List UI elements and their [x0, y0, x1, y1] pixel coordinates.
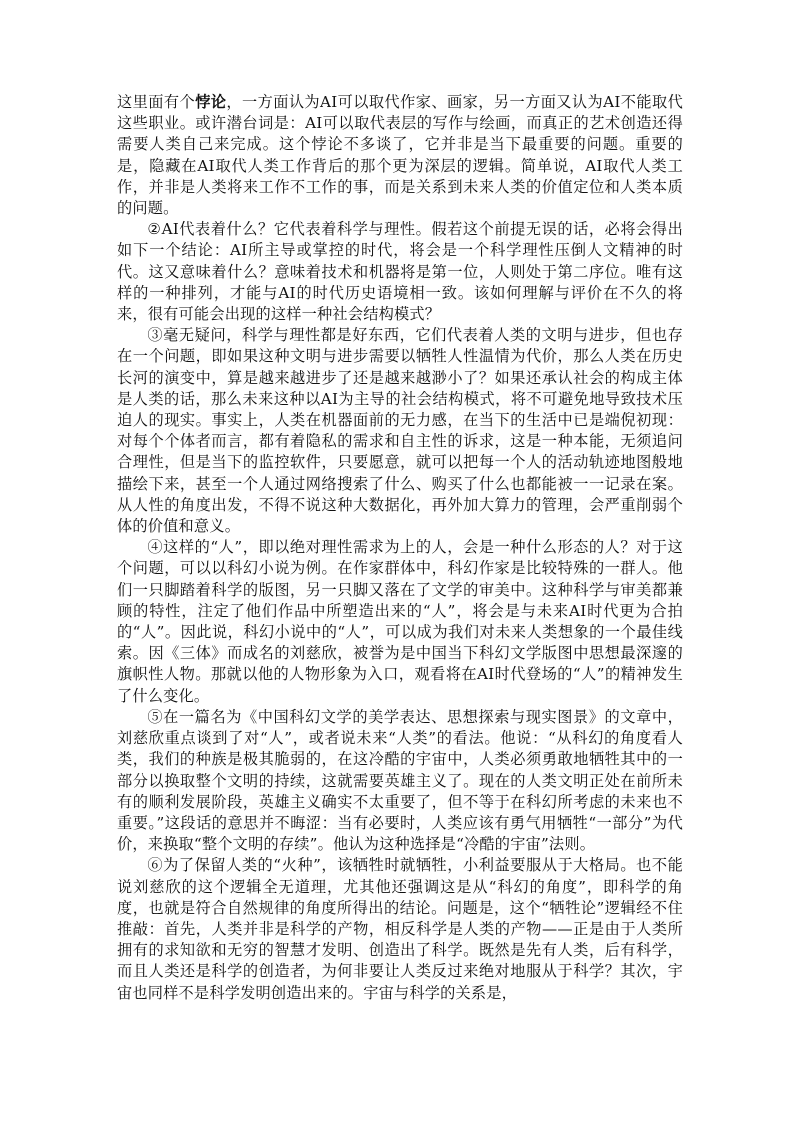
paragraph-p4: [117, 537, 683, 707]
paragraph-text: ③毫无疑问，科学与理性都是好东西，它们代表着人类的文明与进步，但也存在一个问题，即如果这种文明与进步需要以牺牲人性温情为代价，那么人类在历史长河的演变中，算是越来越进步了还是越来越渺小了？如果还承认社会的构成主体是人类的话，那么未来这种以AI为主导的社会结构模式，将不可避免地导致技术压迫人的现实。事实上，人类在机器面前的无力感，在当下的生活中已是端倪初现：对每个个体者而言，都有着隐私的需求和自主性的诉求，这是一种本能，无须追问合理性，但是当下的监控软件，只要愿意，就可以把每一个人的活动轨迹地图般地描绘下来，甚至一个人通过网络搜索了什么、购买了什么也都能被一一记录在案。从人性的角度出发，不得不说这种大数据化，再外加大算力的管理，会严重削弱个体的价值和意义。: [117, 326, 683, 536]
paragraph-p5: [117, 707, 683, 855]
paragraph-p3: [117, 325, 683, 537]
paragraph-text: ，一方面认为AI可以取代作家、画家，另一方面又认为AI不能取代这些职业。或许潜台词是：AI可以取代表层的写作与绘画，而真正的艺术创造还得需要人类自己来完成。这个悖论不多谈了，它并非是当下最重要的问题。重要的是，隐藏在AI取代人类工作背后的那个更为深层的逻辑。简单说，AI取代人类工作，并非是人类将来工作不工作的事，而是关系到未来人类的价值定位和人类本质的问题。: [117, 93, 684, 218]
paragraph-text: ⑤在一篇名为《中国科幻文学的美学表达、思想探索与现实图景》的文章中，刘慈欣重点谈到了对“人”，或者说未来“人类”的看法。他说：“从科幻的角度看人类，我们的种族是极其脆弱的，在这冷酷的宇宙中，人类必须勇敢地牺牲其中的一部分以换取整个文明的持续，这就需要英雄主义了。现在的人类文明正处在前所未有的顺利发展阶段，英雄主义确实不太重要了，但不等于在科幻所考虑的未来也不重要。”这段话的意思并不晦涩：当有必要时，人类应该有勇气用牺牲“一部分”为代价，来换取“整个文明的存续”。他认为这种选择是“冷酷的宇宙”法则。: [117, 707, 683, 854]
paragraph-p0: [117, 92, 683, 219]
paragraph-p2: [117, 219, 683, 325]
paragraph-text: ②AI代表着什么？它代表着科学与理性。假若这个前提无误的话，必将会得出如下一个结论：AI所主导或掌控的时代，将会是一个科学理性压倒人文精神的时代。这又意味着什么？意味着技术和机器将是第一位，人则处于第二序位。唯有这样的一种排列，才能与AI的时代历史语境相一致。该如何理解与评价在不久的将来，很有可能会出现的这样一种社会结构模式？: [117, 220, 683, 324]
paragraph-text: ④这样的“人”，即以绝对理性需求为上的人，会是一种什么形态的人？对于这个问题，可以以科幻小说为例。在作家群体中，科幻作家是比较特殊的一群人。他们一只脚踏着科学的版图，另一只脚又落在了文学的审美中。这种科学与审美都兼顾的特性，注定了他们作品中所塑造出来的“人”，将会是与未来AI时代更为合拍的“人”。因此说，科幻小说中的“人”，可以成为我们对未来人类想象的一个最佳线索。因《三体》而成名的刘慈欣，被誉为是中国当下科幻文学版图中思想最深邃的旗帜性人物。那就以他的人物形象为入口，观看将在AI时代登场的“人”的精神发生了什么变化。: [117, 538, 683, 705]
paragraph-p6: [117, 855, 683, 1003]
document-body: [117, 92, 683, 1004]
paragraph-text: 这里面有个: [117, 93, 196, 111]
bold-term: 悖论: [195, 93, 227, 111]
paragraph-text: ⑥为了保留人类的“火种”，该牺牲时就牺牲，小利益要服从于大格局。也不能说刘慈欣的这个逻辑全无道理，尤其他还强调这是从“科幻的角度”，即科学的角度，也就是符合自然规律的角度所得出的结论。问题是，这个“牺牲论”逻辑经不住推敲：首先，人类并非是科学的产物，相反科学是人类的产物——正是由于人类所拥有的求知欲和无穷的智慧才发明、创造出了科学。既然是先有人类，后有科学，而且人类还是科学的创造者，为何非要让人类反过来绝对地服从于科学？其次，宇宙也同样不是科学发明创造出来的。宇宙与科学的关系是，: [117, 856, 683, 1002]
